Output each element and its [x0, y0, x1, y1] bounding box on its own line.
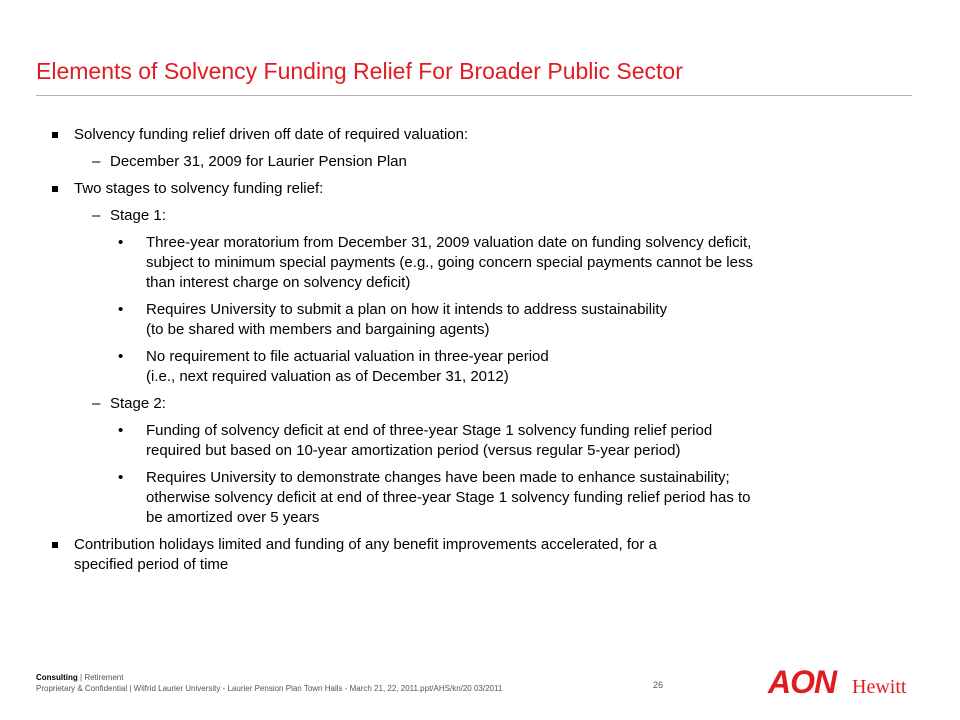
dash-bullet-icon: –: [92, 207, 101, 224]
bullet-text: (i.e., next required valuation as of December 31, 2012): [146, 368, 509, 385]
bullet-text: Requires University to submit a plan on how it intends to address sustainability: [146, 301, 668, 318]
dot-bullet-icon: •: [118, 234, 124, 251]
dot-bullet-icon: •: [118, 301, 124, 318]
bullet-text: Two stages to solvency funding relief:: [74, 180, 324, 197]
bullet-text: Three-year moratorium from December 31, 2009 valuation date on funding solvency deficit,: [146, 234, 752, 251]
footer-section: Retirement: [84, 673, 124, 682]
bullet-text: Requires University to demonstrate changes have been made to enhance sustainability;: [146, 469, 730, 486]
title-divider: [36, 95, 912, 96]
footer: [36, 672, 502, 694]
dot-bullet-icon: •: [118, 348, 124, 365]
dot-bullet-icon: •: [118, 469, 124, 486]
slide-title: Elements of Solvency Funding Relief For Broader Public Sector: [36, 58, 683, 84]
bullet-text: subject to minimum special payments (e.g., going concern special payments cannot be less: [146, 254, 753, 271]
dash-bullet-icon: –: [92, 153, 101, 170]
bullet-text: Funding of solvency deficit at end of three-year Stage 1 solvency funding relief period: [146, 422, 713, 439]
dot-bullet-icon: •: [118, 422, 124, 439]
footer-brand: Consulting: [36, 673, 78, 682]
bullet-text: No requirement to file actuarial valuation in three-year period: [146, 348, 549, 365]
footer-separator: |: [80, 673, 83, 682]
bullet-text: than interest charge on solvency deficit): [146, 274, 411, 291]
logo-aon: AON: [768, 664, 837, 700]
dash-bullet-icon: –: [92, 395, 101, 412]
bullet-text: Solvency funding relief driven off date of required valuation:: [74, 126, 469, 143]
bullet-text: Stage 2:: [110, 395, 166, 412]
bullet-text: specified period of time: [74, 556, 229, 573]
footer-confidential: Proprietary & Confidential | Wilfrid Laurier University - Laurier Pension Plan Town Halls - March 21, 22, 2011.ppt/AHS/kn/20 03/2011: [36, 684, 503, 693]
bullet-text: December 31, 2009 for Laurier Pension Plan: [110, 153, 407, 170]
aon-hewitt-logo: [768, 662, 918, 702]
square-bullet-icon: [52, 542, 58, 548]
logo-hewitt: Hewitt: [852, 676, 907, 698]
square-bullet-icon: [52, 186, 58, 192]
bullet-text: be amortized over 5 years: [146, 509, 320, 526]
bullet-text: (to be shared with members and bargaining agents): [146, 321, 490, 338]
bullet-text: otherwise solvency deficit at end of three-year Stage 1 solvency funding relief period has to: [146, 489, 751, 506]
bullet-text: Contribution holidays limited and funding of any benefit improvements accelerated, for a: [74, 536, 657, 553]
bullet-text: required but based on 10-year amortization period (versus regular 5-year period): [146, 442, 681, 459]
page-number: 26: [653, 680, 664, 690]
square-bullet-icon: [52, 132, 58, 138]
bullet-text: Stage 1:: [110, 207, 166, 224]
